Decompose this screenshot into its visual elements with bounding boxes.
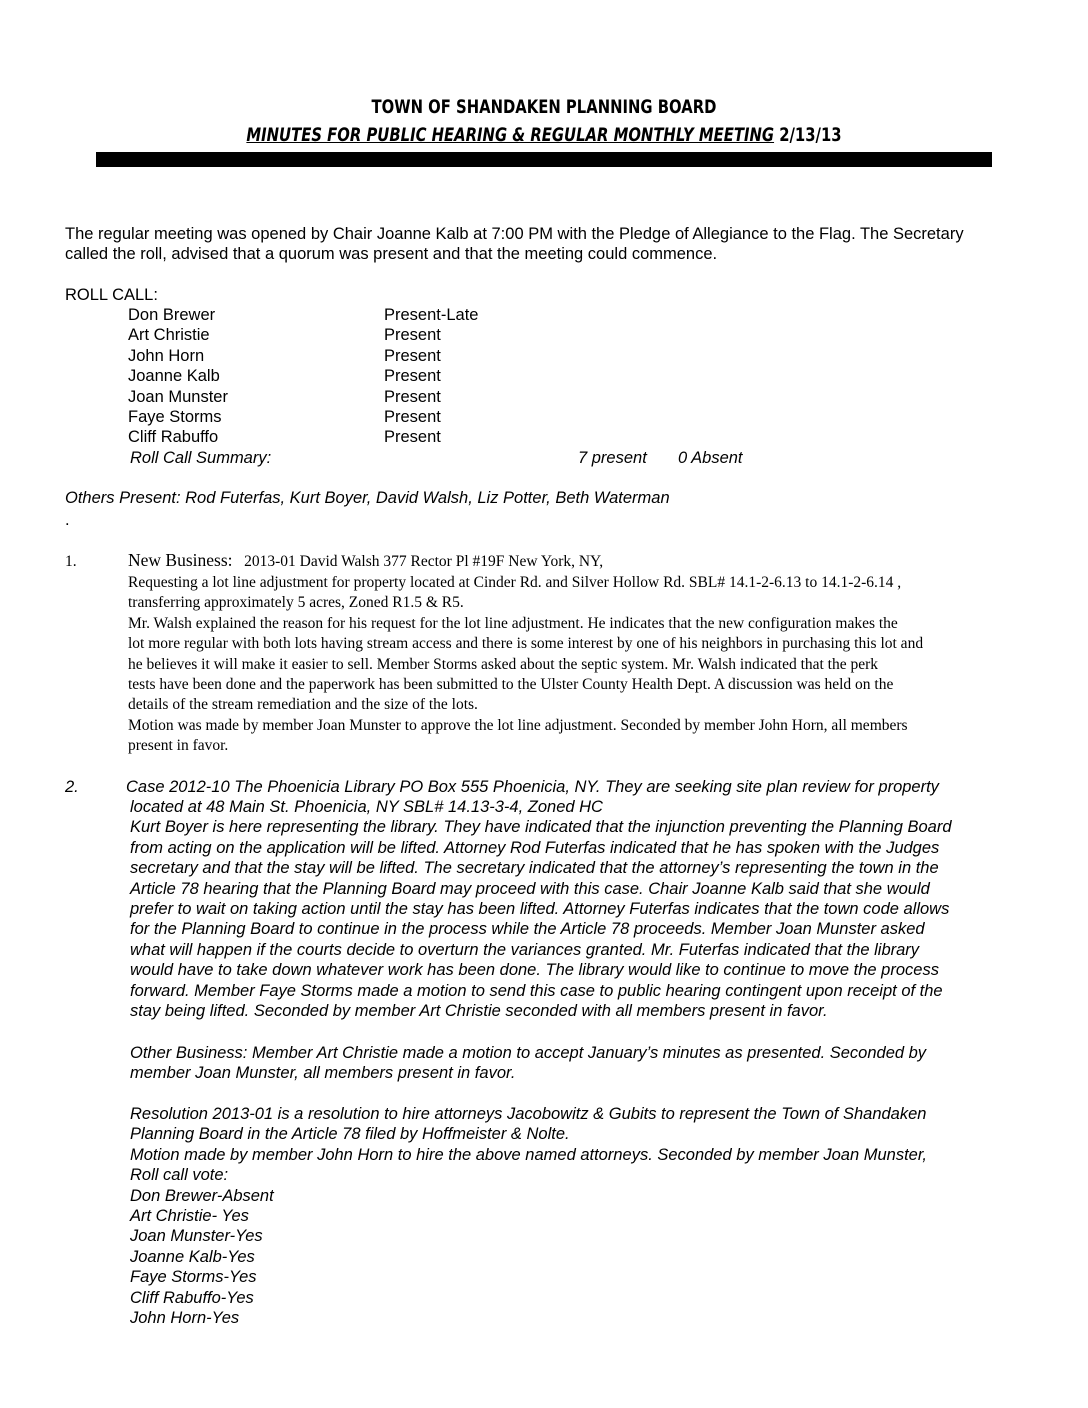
roll-call-summary-absent: 0 Absent (678, 449, 743, 467)
roll-call-statuses (384, 305, 478, 448)
item1-line: lot more regular with both lots having stream access and there is some interest by one of his neighbors in purchasing this lot and (128, 635, 924, 653)
resolution-line: Roll call vote: (130, 1166, 229, 1185)
roll-call-status: Present (384, 326, 441, 345)
vote-line: Faye Storms-Yes (130, 1268, 257, 1287)
vote-line: Joanne Kalb-Yes (130, 1247, 255, 1266)
item2-line: Kurt Boyer is here representing the library. They have indicated that the injunction preventing the Planning Board (130, 818, 952, 837)
vote-line: Art Christie- Yes (130, 1207, 249, 1226)
item1-heading-rest: 2013-01 David Walsh 377 Rector Pl #19F New York, NY, (244, 553, 604, 570)
item1-body (128, 573, 923, 757)
item1-number: 1. (65, 553, 77, 570)
vote-line: Cliff Rabuffo-Yes (130, 1288, 254, 1307)
roll-call-status: Present (384, 367, 441, 386)
item2-line: would have to take down whatever work has been done. The library would like to continue to move the process (130, 961, 939, 980)
other-business-line: Other Business: Member Art Christie made a motion to accept January’s minutes as presented. Seconded by (130, 1044, 927, 1062)
item2-number: 2. (65, 778, 79, 796)
item1-line: Motion was made by member Joan Munster to approve the lot line adjustment. Seconded by member John Horn, all members (128, 716, 908, 734)
header-rule (96, 152, 992, 167)
item2-first-line: Case 2012-10 The Phoenicia Library PO Box 555 Phoenicia, NY. They are seeking site plan review for property (126, 778, 939, 796)
roll-call-name: Art Christie (128, 326, 210, 345)
roll-call-name: Joan Munster (128, 387, 228, 406)
vote-line: Joan Munster-Yes (130, 1227, 263, 1246)
document-title: TOWN OF SHANDAKEN PLANNING BOARD (371, 96, 717, 118)
subtitle-underlined: MINUTES FOR PUBLIC HEARING & REGULAR MONTHLY MEETING (246, 124, 775, 146)
resolution-line: Resolution 2013-01 is a resolution to hire attorneys Jacobowitz & Gubits to represent the Town of Shandaken (130, 1105, 927, 1123)
item2-body (130, 797, 952, 1021)
intro-paragraph (65, 224, 964, 265)
item1-line: transferring approximately 5 acres, Zoned R1.5 & R5. (128, 594, 464, 612)
item2-line: from acting on the application will be lifted. Attorney Rod Futerfas indicated that he has spoken with the Judges (130, 838, 940, 857)
item2-line: located at 48 Main St. Phoenicia, NY SBL# 14.13-3-4, Zoned HC (130, 798, 603, 816)
item1-heading-line (128, 550, 603, 572)
item2-line: prefer to wait on taking action until the stay has been lifted. Attorney Futerfas indicates that the town code allows (130, 900, 950, 919)
item2-line: Article 78 hearing that the Planning Board may proceed with this case. Chair Joanne Kalb said that she would (130, 879, 930, 898)
item1-line: Mr. Walsh explained the reason for his request for the lot line adjustment. He indicates that the new configuration makes the (128, 614, 898, 632)
item1-line: he believes it will make it easier to sell. Member Storms asked about the septic system. Mr. Walsh indicated that the perk (128, 655, 879, 673)
subtitle-date: 2/13/13 (774, 124, 842, 146)
item1-line: present in favor. (128, 737, 229, 755)
item1-heading: New Business: (128, 550, 233, 570)
item1-line: details of the stream remediation and the size of the lots. (128, 696, 478, 714)
roll-call-summary-present: 7 present (578, 449, 647, 467)
stray-mark: . (65, 511, 70, 529)
item2-line: for the Planning Board to continue in the process while the Article 78 proceeds. Member Joan Munster asked (130, 920, 925, 939)
other-business-line: member Joan Munster, all members present in favor. (130, 1064, 516, 1083)
roll-call-names (128, 305, 228, 448)
resolution (130, 1104, 927, 1328)
resolution-line: Planning Board in the Article 78 filed by Hoffmeister & Nolte. (130, 1125, 570, 1144)
roll-call-name: Cliff Rabuffo (128, 428, 219, 447)
item1-line: Requesting a lot line adjustment for property located at Cinder Rd. and Silver Hollow Rd. SBL# 14.1-2-6.13 to 14.1-2-6.14 , (128, 574, 902, 591)
others-present: Others Present: Rod Futerfas, Kurt Boyer, David Walsh, Liz Potter, Beth Waterman (65, 489, 670, 507)
roll-call-summary-label: Roll Call Summary: (130, 449, 272, 467)
resolution-line: Motion made by member John Horn to hire the above named attorneys. Seconded by member Joan Munster, (130, 1145, 928, 1164)
item2-line: what will happen if the courts decide to overturn the variances granted. Mr. Futerfas indicated that the library (130, 940, 920, 959)
other-business (130, 1043, 926, 1084)
roll-call-name: John Horn (128, 346, 205, 365)
vote-line: Don Brewer-Absent (130, 1186, 274, 1205)
intro-line: The regular meeting was opened by Chair Joanne Kalb at 7:00 PM with the Pledge of Allegiance to the Flag. The Secretary (65, 225, 964, 243)
roll-call-name: Joanne Kalb (128, 367, 220, 386)
roll-call-status: Present (384, 408, 441, 427)
document-subtitle (120, 124, 969, 146)
roll-call-status: Present (384, 387, 441, 406)
roll-call-heading: ROLL CALL: (65, 286, 158, 304)
roll-call-name: Don Brewer (128, 306, 216, 324)
roll-call-status: Present-Late (384, 306, 479, 324)
intro-line: called the roll, advised that a quorum was present and that the meeting could commence. (65, 245, 718, 264)
item2-line: forward. Member Faye Storms made a motion to send this case to public hearing contingent upon receipt of the (130, 981, 943, 1000)
item1-line: tests have been done and the paperwork has been submitted to the Ulster County Health Dept. A discussion was held on the (128, 676, 894, 694)
vote-line: John Horn-Yes (130, 1309, 240, 1328)
item2-line: secretary and that the stay will be lifted. The secretary indicated that the attorney’s representing the town in the (130, 859, 939, 878)
item2-line: stay being lifted. Seconded by member Art Christie seconded with all members present in favor. (130, 1002, 828, 1021)
roll-call-status: Present (384, 346, 441, 365)
roll-call-status: Present (384, 428, 441, 447)
roll-call-name: Faye Storms (128, 408, 222, 427)
